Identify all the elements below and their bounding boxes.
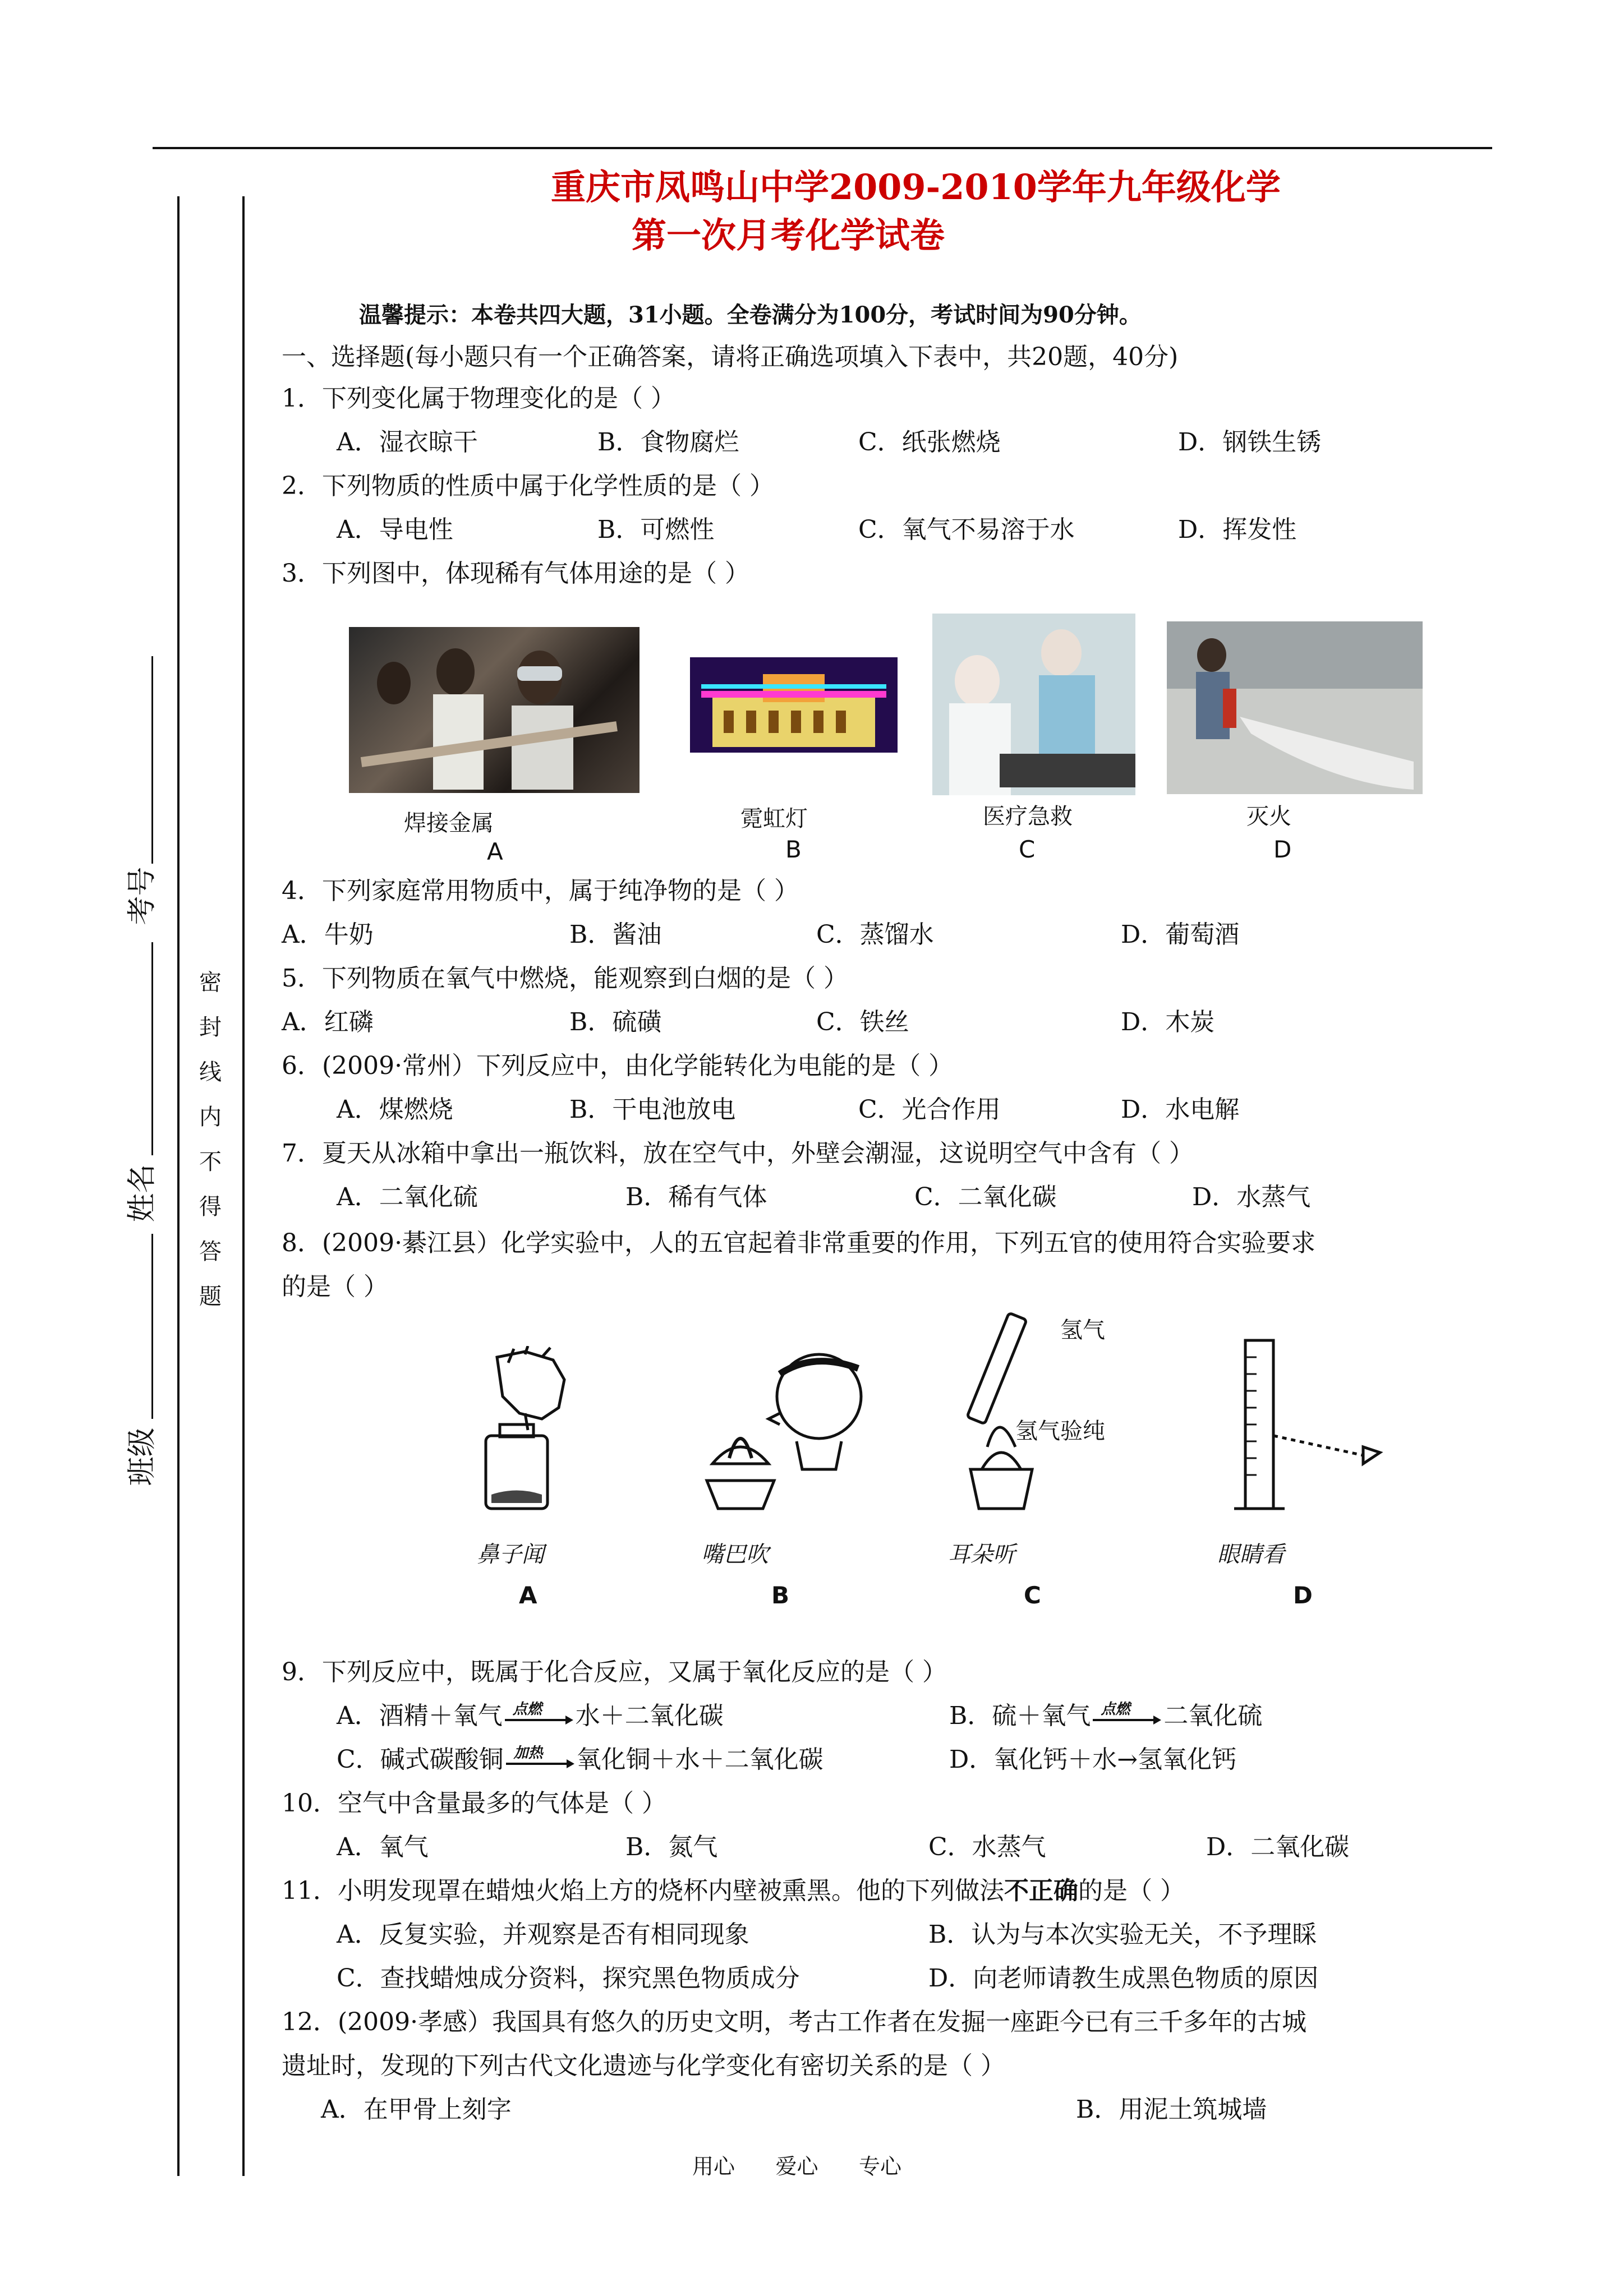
name-underline — [151, 942, 153, 1155]
q11-stem-emphasis: 不正确 — [1004, 1877, 1078, 1905]
q8-label-test: 氢气验纯 — [1015, 1418, 1105, 1444]
q8-letter-a: A — [519, 1582, 537, 1609]
q2-stem: 2．下列物质的性质中属于化学性质的是（ ） — [282, 472, 774, 500]
q8-stem-line-2: 的是（ ） — [282, 1273, 388, 1301]
q3-photo-neon — [690, 657, 898, 753]
q9-stem: 9．下列反应中，既属于化合反应，又属于氧化反应的是（ ） — [282, 1658, 947, 1686]
q5-option-d: D．木炭 — [1121, 1008, 1215, 1036]
q8-drawing-smell — [475, 1346, 581, 1514]
exam-number-underline — [151, 656, 153, 864]
q6-stem: 6．(2009·常州）下列反应中，由化学能转化为电能的是（ ） — [282, 1052, 954, 1080]
seal-char-1: 密 — [199, 970, 222, 995]
q3-caption-a: 焊接金属 — [404, 810, 494, 836]
binding-line-inner — [242, 196, 245, 2176]
seal-char-4: 内 — [199, 1104, 222, 1130]
q3-caption-d: 灭火 — [1246, 804, 1291, 829]
q8-drawing-blow — [690, 1346, 875, 1514]
q8-caption-c: 耳朵听 — [948, 1542, 1015, 1567]
q5-option-c: C．铁丝 — [816, 1008, 909, 1036]
q12-stem-line-1: 12．(2009·孝感）我国具有悠久的历史文明，考古工作者在发掘一座距今已有三千多年的古城 — [282, 2008, 1307, 2036]
seal-char-8: 题 — [199, 1284, 222, 1310]
q9-b-condition: 点燃 — [1101, 1700, 1130, 1718]
class-underline — [151, 1234, 153, 1419]
q1-stem: 1．下列变化属于物理变化的是（ ） — [282, 384, 675, 413]
exam-tip: 温馨提示：本卷共四大题，31小题。全卷满分为100分，考试时间为90分钟。 — [359, 302, 1142, 328]
q3-letter-c: C — [1019, 836, 1036, 863]
q10-stem: 10．空气中含量最多的气体是（ ） — [282, 1789, 666, 1818]
q4-stem: 4．下列家庭常用物质中，属于纯净物的是（ ） — [282, 877, 799, 905]
q3-letter-a: A — [487, 838, 503, 865]
title-line-2: 第一次月考化学试卷 — [632, 215, 945, 256]
q1-option-b: B．食物腐烂 — [597, 428, 739, 457]
name-label: 姓名 — [125, 1164, 159, 1223]
q9-option-d: D．氧化钙＋水→氢氧化钙 — [949, 1745, 1237, 1774]
q6-option-a: A．煤燃烧 — [337, 1095, 453, 1124]
q2-option-d: D．挥发性 — [1178, 515, 1297, 544]
q4-option-c: C．蒸馏水 — [816, 920, 934, 949]
q12-stem-line-2: 遗址时，发现的下列古代文化遗迹与化学变化有密切关系的是（ ） — [282, 2051, 1005, 2080]
seal-char-5: 不 — [199, 1149, 222, 1175]
q3-letter-b: B — [785, 836, 802, 863]
q2-option-b: B．可燃性 — [597, 515, 715, 544]
q8-drawing-look — [1223, 1335, 1391, 1520]
title-line-1: 重庆市凤鸣山中学2009-2010学年九年级化学 — [551, 167, 1281, 208]
q2-option-c: C．氧气不易溶于水 — [858, 515, 1075, 544]
top-rule — [153, 147, 1492, 149]
q1-option-c: C．纸张燃烧 — [858, 428, 1001, 457]
q9-a-condition: 点燃 — [512, 1700, 542, 1718]
seal-char-3: 线 — [199, 1059, 222, 1085]
q4-option-b: B．酱油 — [569, 920, 662, 949]
q8-caption-b: 嘴巴吹 — [701, 1542, 769, 1567]
q2-option-a: A．导电性 — [337, 515, 453, 544]
q8-caption-a: 鼻子闻 — [477, 1542, 544, 1567]
q1-option-a: A．湿衣晾干 — [337, 428, 478, 457]
q9-option-a: A．酒精＋氧气 点燃 水＋二氧化碳 — [337, 1695, 724, 1731]
section-heading: 一、选择题(每小题只有一个正确答案，请将正确选项填入下表中，共20题，40分) — [282, 343, 1179, 371]
q9-option-b: B．硫＋氧气 点燃 二氧化硫 — [949, 1695, 1262, 1731]
q3-photo-welding — [349, 627, 640, 793]
q3-caption-b: 霓虹灯 — [740, 806, 808, 832]
q7-option-a: A．二氧化硫 — [337, 1183, 478, 1211]
binding-line-outer — [177, 196, 180, 2176]
q6-option-b: B．干电池放电 — [569, 1095, 736, 1124]
q6-option-c: C．光合作用 — [858, 1095, 1001, 1124]
seal-char-2: 封 — [199, 1015, 222, 1040]
q1-option-d: D．钢铁生锈 — [1178, 428, 1322, 457]
q5-option-b: B．硫磺 — [569, 1008, 662, 1036]
seal-char-7: 答 — [199, 1239, 222, 1265]
q11-option-a: A．反复实验，并观察是否有相同现象 — [337, 1920, 749, 1949]
q7-stem: 7．夏天从冰箱中拿出一瓶饮料，放在空气中，外壁会潮湿，这说明空气中含有（ ） — [282, 1139, 1194, 1168]
q11-stem: 11．小明发现罩在蜡烛火焰上方的烧杯内壁被熏黑。他的下列做法不正确的是（ ） — [282, 1877, 1185, 1905]
q4-option-a: A．牛奶 — [282, 920, 374, 949]
q11-option-d: D．向老师请教生成黑色物质的原因 — [928, 1964, 1319, 1993]
q11-option-c: C．查找蜡烛成分资料，探究黑色物质成分 — [337, 1964, 800, 1993]
q3-caption-c: 医疗急救 — [983, 804, 1073, 829]
q7-option-b: B．稀有气体 — [625, 1183, 767, 1211]
q11-option-b: B．认为与本次实验无关，不予理睬 — [928, 1920, 1317, 1949]
q9-c-condition: 加热 — [513, 1744, 543, 1762]
q8-letter-d: D — [1293, 1582, 1313, 1609]
q3-letter-d: D — [1273, 836, 1292, 863]
q10-option-a: A．氧气 — [337, 1833, 429, 1861]
q10-option-b: B．氮气 — [625, 1833, 718, 1861]
q8-letter-c: C — [1024, 1582, 1041, 1609]
q7-option-c: C．二氧化碳 — [914, 1183, 1057, 1211]
q12-option-a: A．在甲骨上刻字 — [321, 2095, 512, 2124]
q8-letter-b: B — [771, 1582, 790, 1609]
q7-option-d: D．水蒸气 — [1192, 1183, 1311, 1211]
q9-option-c: C．碱式碳酸铜 加热 氧化铜＋水＋二氧化碳 — [337, 1739, 823, 1775]
q12-option-b: B．用泥土筑城墙 — [1076, 2095, 1267, 2124]
exam-number-label: 考号 — [125, 866, 159, 925]
q3-stem: 3．下列图中，体现稀有气体用途的是（ ） — [282, 559, 749, 588]
q8-caption-d: 眼睛看 — [1217, 1542, 1285, 1567]
q8-stem-line-1: 8．(2009·綦江县）化学实验中，人的五官起着非常重要的作用，下列五官的使用符合实验要求 — [282, 1229, 1316, 1257]
q3-photo-extinguish — [1167, 621, 1423, 794]
q10-option-d: D．二氧化碳 — [1206, 1833, 1350, 1861]
q3-photo-medical — [932, 614, 1135, 795]
page-footer: 用心 爱心 专心 — [692, 2154, 901, 2179]
q4-option-d: D．葡萄酒 — [1121, 920, 1240, 949]
class-label: 班级 — [125, 1427, 159, 1486]
q5-option-a: A．红磷 — [282, 1008, 374, 1036]
seal-char-6: 得 — [199, 1194, 222, 1220]
q6-option-d: D．水电解 — [1121, 1095, 1240, 1124]
q10-option-c: C．水蒸气 — [928, 1833, 1046, 1861]
q5-stem: 5．下列物质在氧气中燃烧，能观察到白烟的是（ ） — [282, 964, 848, 993]
q8-label-hydrogen: 氢气 — [1060, 1317, 1105, 1343]
